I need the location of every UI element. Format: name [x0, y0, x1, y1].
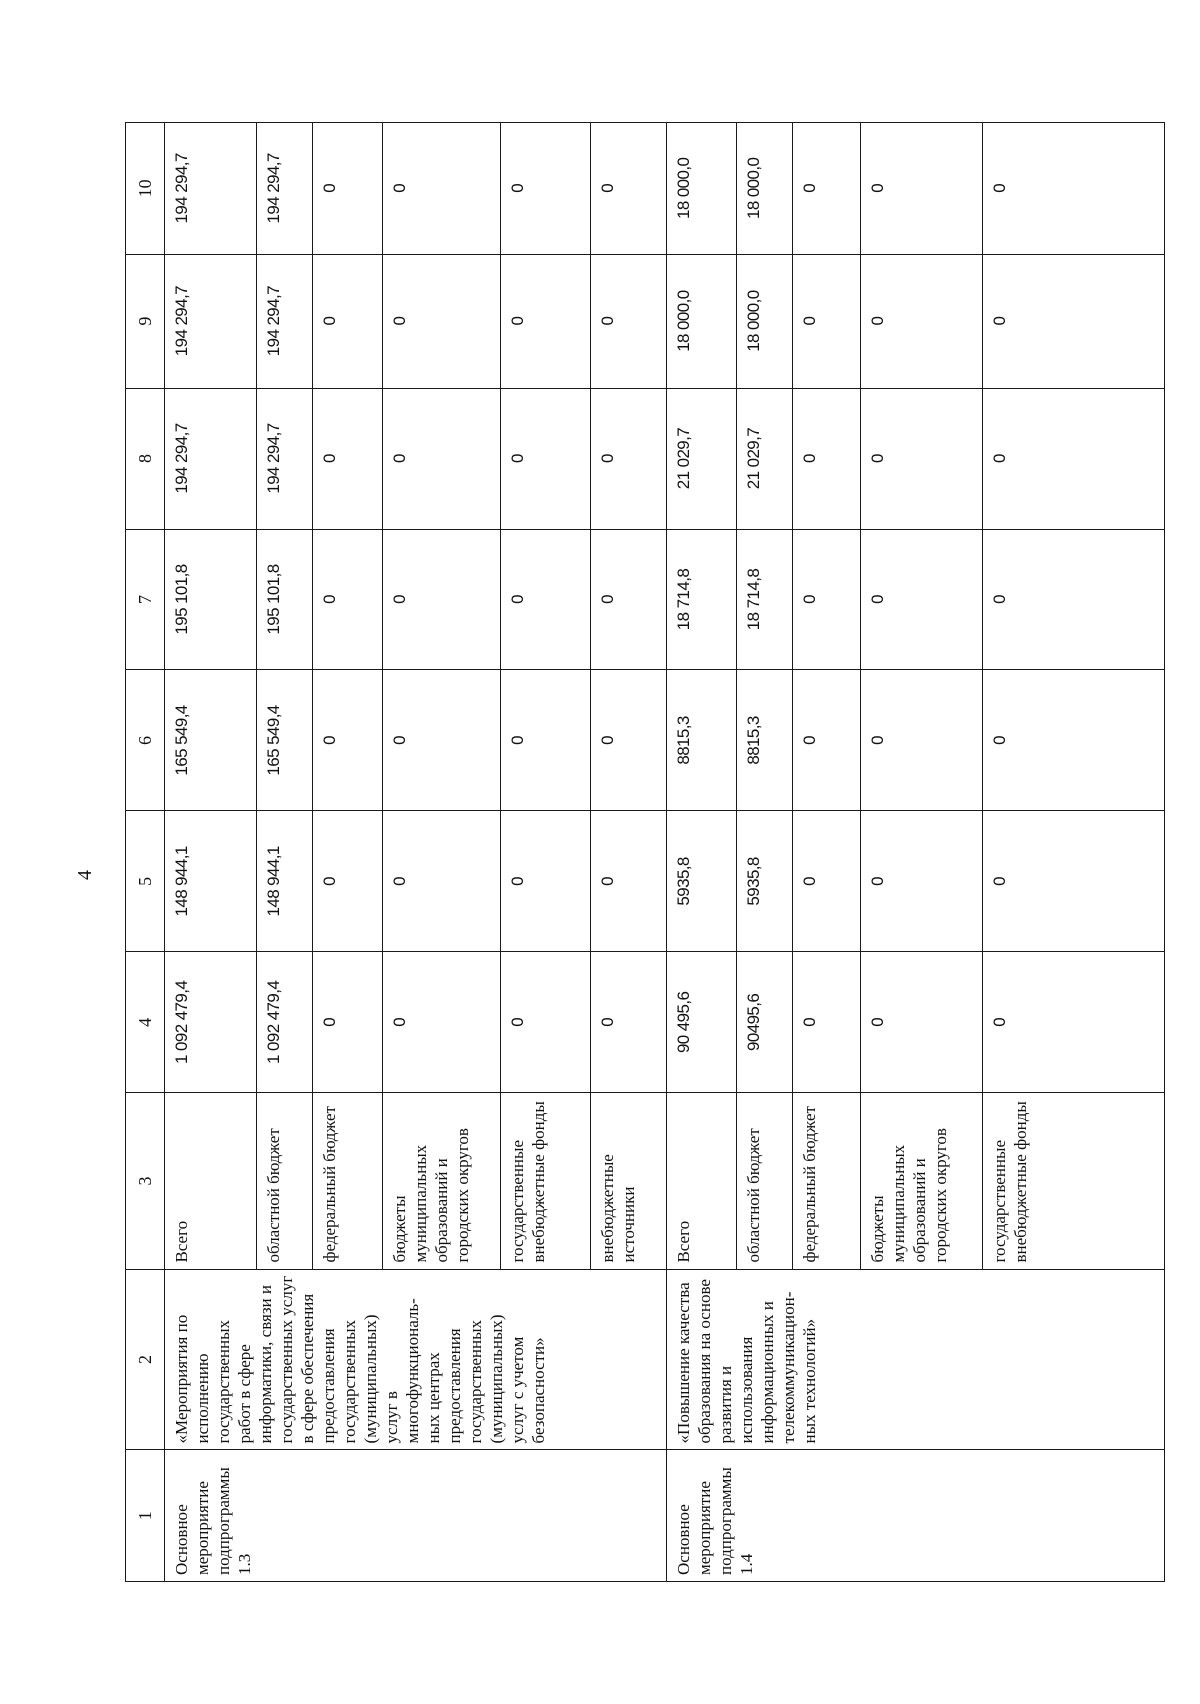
- value-cell: 18 714,8: [737, 529, 793, 670]
- page-number: 4: [74, 870, 96, 880]
- source-cell: федеральный бюджет: [313, 1093, 383, 1269]
- source-cell: государственные внебюджетные фонды: [501, 1093, 591, 1269]
- value-cell: 195 101,8: [165, 529, 257, 670]
- value-cell: 0: [983, 811, 1165, 952]
- value-cell: 0: [793, 670, 861, 811]
- value-cell: 194 294,7: [165, 254, 257, 388]
- value-cell: 1 092 479,4: [257, 952, 313, 1093]
- value-cell: 0: [313, 123, 383, 255]
- value-cell: 0: [383, 123, 501, 255]
- value-cell: 0: [983, 388, 1165, 529]
- table-row: [165, 123, 257, 1582]
- value-cell: 0: [793, 952, 861, 1093]
- source-cell: бюджеты муниципальных образований и городских округов: [861, 1093, 983, 1269]
- rotated-table-wrapper: [125, 122, 1165, 1582]
- col-header-7: 7: [126, 529, 165, 670]
- value-cell: 194 294,7: [257, 123, 313, 255]
- category-cell: Основное мероприятие подпрограммы 1.3: [165, 1450, 667, 1582]
- value-cell: 0: [793, 811, 861, 952]
- value-cell: 0: [861, 811, 983, 952]
- value-cell: 0: [501, 254, 591, 388]
- value-cell: 165 549,4: [257, 670, 313, 811]
- col-header-3: 3: [126, 1093, 165, 1269]
- value-cell: 0: [383, 529, 501, 670]
- value-cell: 18 000,0: [737, 254, 793, 388]
- value-cell: 0: [793, 388, 861, 529]
- event-name-cell: «Повышение качества образования на основе развития и использования информационных и телекоммуникацион-ных технологий»: [667, 1269, 1165, 1450]
- value-cell: 0: [313, 670, 383, 811]
- value-cell: 0: [383, 952, 501, 1093]
- value-cell: 0: [591, 811, 667, 952]
- value-cell: 0: [501, 388, 591, 529]
- event-name-cell: «Мероприятия по исполнению государственных работ в сфере информатики, связи и государственных услуг в сфере обеспечения предоставления государственных (муниципальных) услуг в многофункциональ-ных центрах предоставления государственных (муниципальных) услуг с учетом безопасности»: [165, 1269, 667, 1450]
- source-cell: внебюджетные источники: [591, 1093, 667, 1269]
- value-cell: 0: [383, 254, 501, 388]
- col-header-4: 4: [126, 952, 165, 1093]
- value-cell: 18 714,8: [667, 529, 737, 670]
- source-cell: Всего: [667, 1093, 737, 1269]
- value-cell: 0: [591, 254, 667, 388]
- value-cell: 0: [591, 388, 667, 529]
- value-cell: 0: [591, 529, 667, 670]
- col-header-8: 8: [126, 388, 165, 529]
- value-cell: 0: [793, 529, 861, 670]
- col-header-5: 5: [126, 811, 165, 952]
- col-header-9: 9: [126, 254, 165, 388]
- value-cell: 0: [983, 529, 1165, 670]
- value-cell: 0: [313, 388, 383, 529]
- table-row: [667, 123, 737, 1582]
- value-cell: 0: [501, 529, 591, 670]
- value-cell: 165 549,4: [165, 670, 257, 811]
- source-cell: бюджеты муниципальных образований и городских округов: [383, 1093, 501, 1269]
- value-cell: 0: [861, 388, 983, 529]
- source-cell: Всего: [165, 1093, 257, 1269]
- value-cell: 0: [983, 952, 1165, 1093]
- value-cell: 8815,3: [737, 670, 793, 811]
- value-cell: 5935,8: [667, 811, 737, 952]
- value-cell: 0: [501, 123, 591, 255]
- value-cell: 0: [383, 388, 501, 529]
- value-cell: 0: [861, 670, 983, 811]
- source-cell: областной бюджет: [737, 1093, 793, 1269]
- value-cell: 194 294,7: [165, 388, 257, 529]
- value-cell: 0: [591, 670, 667, 811]
- source-cell: федеральный бюджет: [793, 1093, 861, 1269]
- value-cell: 148 944,1: [257, 811, 313, 952]
- value-cell: 194 294,7: [257, 388, 313, 529]
- value-cell: 0: [793, 123, 861, 255]
- value-cell: 0: [591, 123, 667, 255]
- value-cell: 0: [861, 254, 983, 388]
- col-header-1: 1: [126, 1450, 165, 1582]
- source-cell: областной бюджет: [257, 1093, 313, 1269]
- col-header-6: 6: [126, 670, 165, 811]
- value-cell: 0: [313, 952, 383, 1093]
- value-cell: 0: [861, 123, 983, 255]
- value-cell: 0: [591, 952, 667, 1093]
- value-cell: 0: [501, 952, 591, 1093]
- value-cell: 5935,8: [737, 811, 793, 952]
- value-cell: 194 294,7: [165, 123, 257, 255]
- value-cell: 0: [383, 670, 501, 811]
- value-cell: 0: [793, 254, 861, 388]
- value-cell: 90495,6: [737, 952, 793, 1093]
- category-cell: Основное мероприятие подпрограммы 1.4: [667, 1450, 1165, 1582]
- value-cell: 21 029,7: [737, 388, 793, 529]
- value-cell: 0: [983, 123, 1165, 255]
- landscape-page: [125, 122, 1165, 1582]
- header-row: [126, 123, 165, 1582]
- value-cell: 0: [983, 254, 1165, 388]
- value-cell: 18 000,0: [667, 123, 737, 255]
- value-cell: 90 495,6: [667, 952, 737, 1093]
- value-cell: 0: [861, 529, 983, 670]
- col-header-10: 10: [126, 123, 165, 255]
- value-cell: 148 944,1: [165, 811, 257, 952]
- funding-table: [125, 122, 1165, 1582]
- value-cell: 194 294,7: [257, 254, 313, 388]
- value-cell: 0: [313, 529, 383, 670]
- source-cell: государственные внебюджетные фонды: [983, 1093, 1165, 1269]
- value-cell: 0: [313, 811, 383, 952]
- value-cell: 21 029,7: [667, 388, 737, 529]
- value-cell: 0: [313, 254, 383, 388]
- value-cell: 0: [983, 670, 1165, 811]
- value-cell: 0: [383, 811, 501, 952]
- value-cell: 18 000,0: [737, 123, 793, 255]
- value-cell: 0: [501, 811, 591, 952]
- value-cell: 1 092 479,4: [165, 952, 257, 1093]
- col-header-2: 2: [126, 1269, 165, 1450]
- value-cell: 0: [501, 670, 591, 811]
- value-cell: 0: [861, 952, 983, 1093]
- value-cell: 18 000,0: [667, 254, 737, 388]
- value-cell: 8815,3: [667, 670, 737, 811]
- value-cell: 195 101,8: [257, 529, 313, 670]
